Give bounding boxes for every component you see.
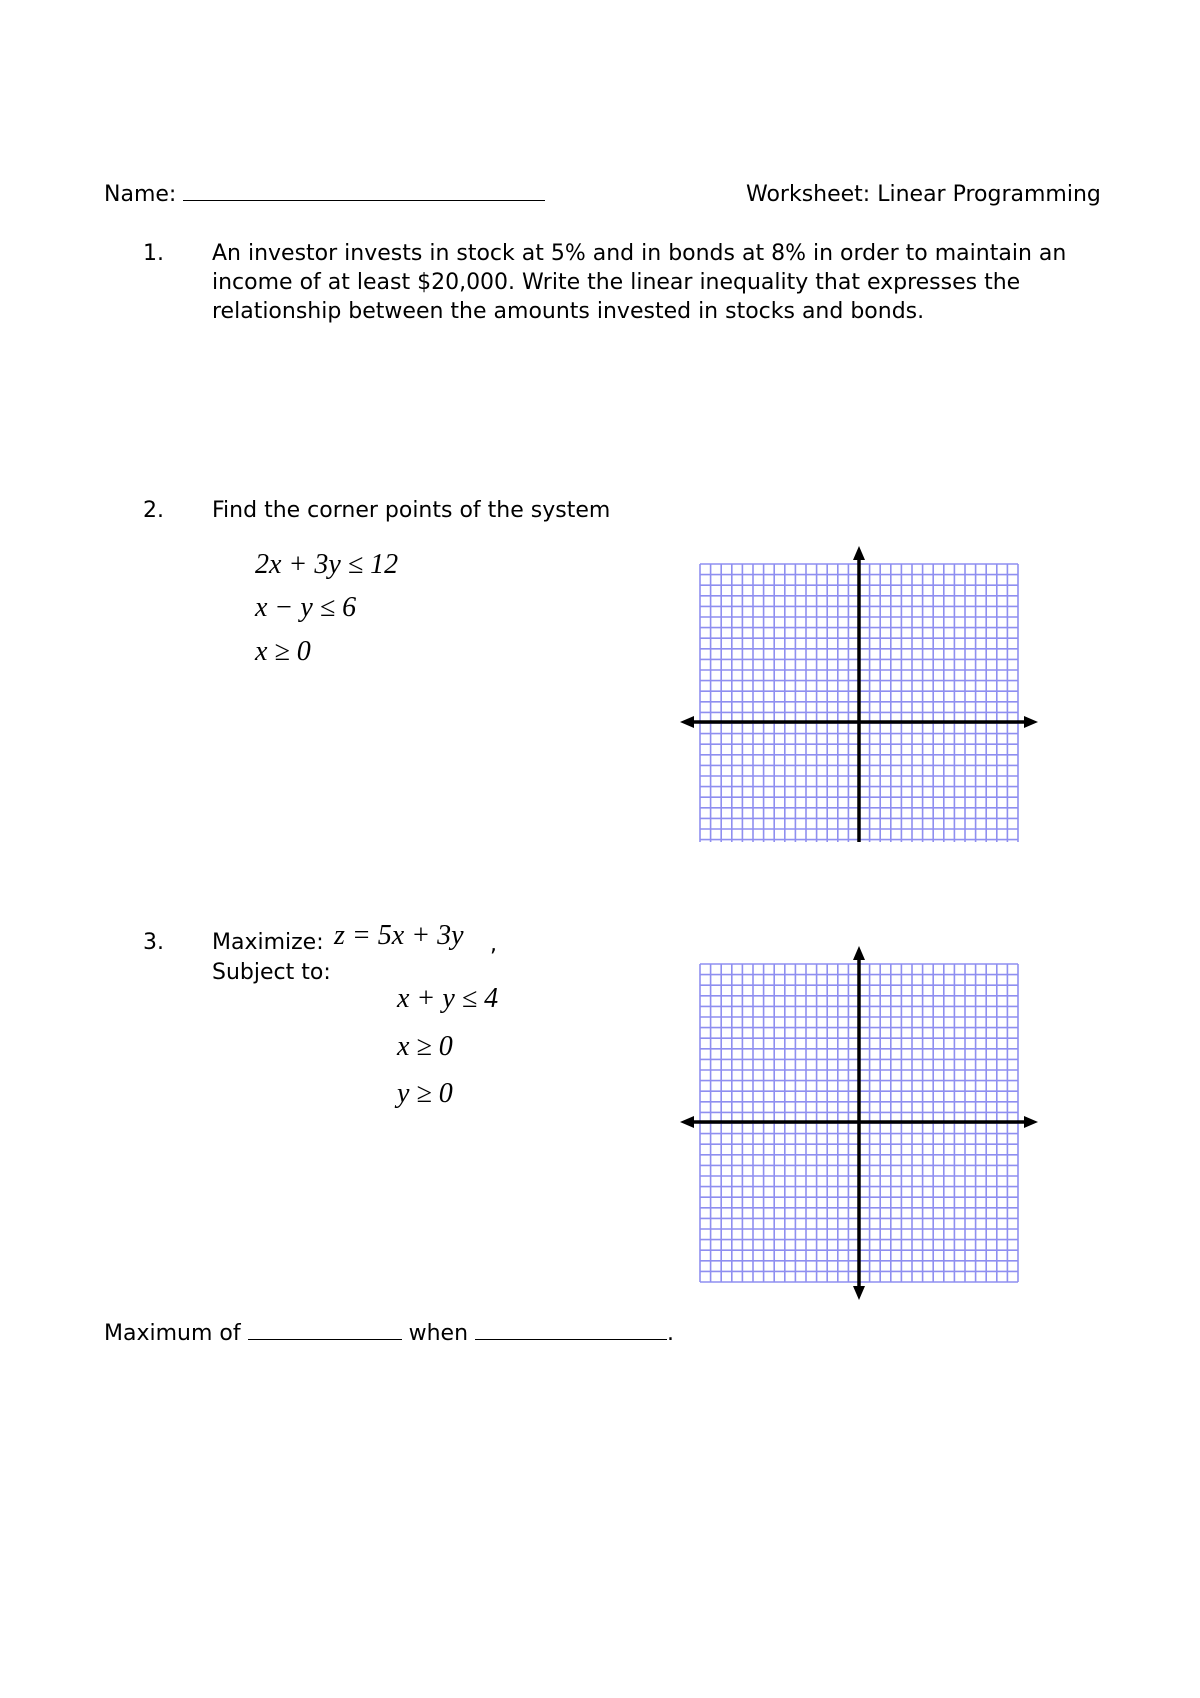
question-3-number: 3. [143, 930, 164, 955]
q3-constraint-1: x + y ≤ 4 [397, 983, 499, 1014]
maximum-point-blank[interactable] [475, 1339, 667, 1340]
q2-inequality-1: 2x + 3y ≤ 12 [255, 549, 399, 580]
objective-suffix: , [490, 932, 497, 957]
worksheet-title: Worksheet: Linear Programming [746, 182, 1101, 207]
q2-inequality-2: x − y ≤ 6 [255, 592, 357, 623]
maximize-label: Maximize: [212, 930, 324, 955]
graph-2-axes [680, 946, 1038, 1300]
q3-constraint-3: y ≥ 0 [397, 1078, 453, 1109]
question-1-number: 1. [143, 241, 164, 266]
question-2-number: 2. [143, 498, 164, 523]
question-2-prompt: Find the corner points of the system [212, 498, 611, 523]
graph-1 [676, 540, 1042, 850]
graph-2 [676, 940, 1042, 1306]
subject-to-label: Subject to: [212, 960, 331, 985]
name-label: Name: [104, 180, 545, 209]
answer-line: Maximum of when . [104, 1321, 675, 1346]
question-1-text: An investor invests in stock at 5% and in bonds at 8% in order to maintain an income of at least $20,000. Write the linear inequality that expresses the relationship between the amounts invested in stocks and bonds. [212, 241, 1067, 324]
q3-constraint-2: x ≥ 0 [397, 1031, 453, 1062]
q2-inequality-3: x ≥ 0 [255, 636, 311, 667]
objective-function: z = 5x + 3y [334, 920, 464, 951]
maximum-value-blank[interactable] [248, 1339, 402, 1340]
name-blank[interactable] [183, 200, 545, 201]
